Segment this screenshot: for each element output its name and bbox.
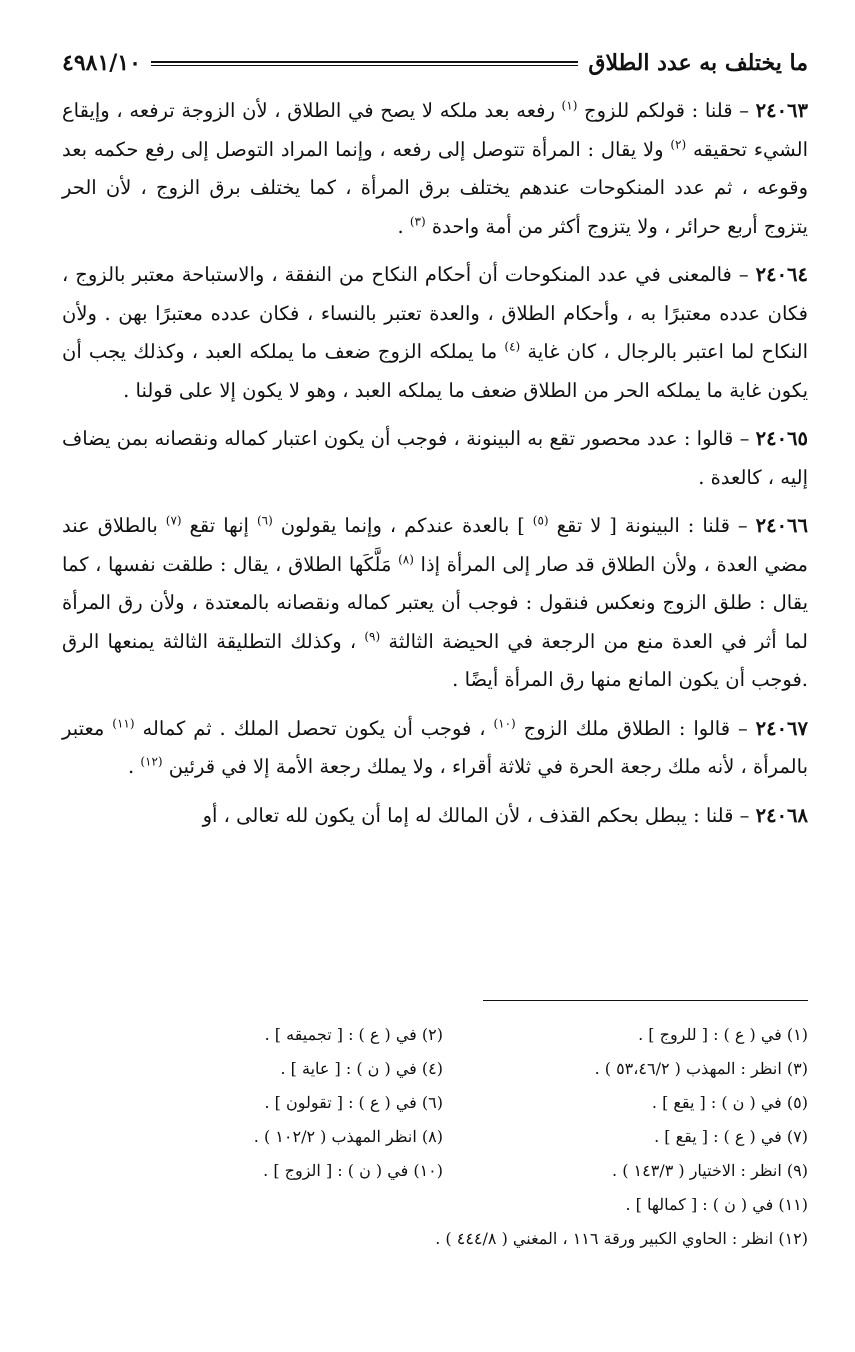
- running-header: [62, 40, 808, 86]
- paragraph: [62, 507, 808, 700]
- paragraph-text: بالطلاق عند مضي العدة ، ولأن الطلاق قد صار إلى المرأة إذا: [62, 514, 808, 576]
- issue-number: ٢٤٠٦٨: [755, 803, 808, 827]
- paragraph-text: – قالوا : عدد محصور تقع به البينونة ، فوجب أن يكون اعتبار كماله ونقصانه بمن يضاف إليه ، كالعدة .: [62, 427, 808, 489]
- footnote-ref: (٨): [398, 552, 414, 566]
- paragraph-text: – قلنا : قولكم للزوج: [577, 99, 756, 122]
- paragraph-text: – فالمعنى في عدد المنكوحات أن أحكام النكاح من النفقة ، والاستباحة معتبر بالزوج ، فكان عدده معتبرًا به ، وأحكام الطلاق ، والعدة تعتبر بالنساء ، فكان عدده معتبرًا بهن . ولأن النكاح لما اعتبر بالرجال ، كان غاية: [62, 263, 808, 363]
- book-page: [62, 40, 808, 1330]
- issue-number: ٢٤٠٦٥: [755, 427, 808, 450]
- issue-number: ٢٤٠٦٧: [755, 716, 808, 740]
- paragraph-text: معتبر بالمرأة ، لأنه ملك رجعة الحرة في ثلاثة أقراء ، ولا يملك رجعة الأمة إلا في قرئين: [62, 716, 808, 778]
- footnote-ref: (٣): [409, 214, 426, 228]
- paragraph: [62, 92, 808, 246]
- paragraph-text: – قالوا : الطلاق ملك الزوج: [515, 716, 756, 740]
- footnote: (١٠) في ( ن ) : [ الزوج ] .: [263, 1161, 443, 1180]
- footnote: (٤) في ( ن ) : [ عاية ] .: [280, 1059, 443, 1078]
- footnote: (٣) انظر : المهذب ( ٥٣،٤٦/٢ ) .: [594, 1059, 808, 1078]
- issue-number: ٢٤٠٦٣: [755, 99, 809, 122]
- paragraph: [62, 797, 808, 836]
- paragraph: [62, 710, 808, 787]
- footnote: (٧) في ( ع ) : [ يقع ] .: [654, 1127, 808, 1146]
- footnote-ref: (١٢): [140, 754, 163, 769]
- footnote: (٥) في ( ن ) : [ يقع ] .: [651, 1093, 808, 1112]
- paragraph-text: ما يملكه الزوج ضعف ما يملكه العبد ، وكذلك يجب أن يكون غاية ما يملكه الحر من الطلاق ضعف ما يملكه العبد ، وهو لا يكون إلا على قولنا .: [62, 340, 808, 402]
- paragraph-text: .: [127, 755, 141, 778]
- chapter-title: ما يختلف به عدد الطلاق: [588, 50, 808, 76]
- footnote: (١٢) انظر : الحاوي الكبير ورقة ١١٦ ، المغني ( ٤٤٤/٨ ) .: [435, 1229, 808, 1248]
- paragraph-text: ] بالعدة عندكم ، وإنما يقولون: [272, 514, 533, 537]
- paragraph: [62, 420, 808, 497]
- paragraph-text: .: [397, 214, 410, 238]
- footnote-ref: (٢): [670, 137, 687, 151]
- main-text: [62, 92, 808, 835]
- paragraph-text: مَلَّكَها الطلاق ، يقال : طلقت نفسها ، كما يقال : طلق الزوج ونعكس فنقول : فوجب أن يعتبر كماله ونقصانه بالمعتدة ، ولأن رق المرأة لما أثر في العدة منع من الرجعة في الحيضة الثالثة: [62, 552, 808, 653]
- footnote-divider: [483, 1000, 808, 1001]
- footnote: (٢) في ( ع ) : [ تجميقه ] .: [264, 1025, 443, 1044]
- footnote-ref: (٧): [165, 513, 182, 528]
- footnote-ref: (١١): [112, 716, 135, 730]
- footnotes: [62, 1018, 808, 1256]
- footnote: (٩) انظر : الاختيار ( ١٤٣/٣ ) .: [612, 1161, 808, 1180]
- paragraph-text: – قلنا : يبطل بحكم القذف ، لأن المالك له إما أن يكون لله تعالى ، أو: [202, 803, 756, 827]
- footnote: (٨) انظر المهذب ( ١٠٢/٢ ) .: [253, 1127, 443, 1146]
- footnote-ref: (١٠): [493, 716, 516, 730]
- paragraph-text: إنها تقع: [181, 514, 257, 537]
- footnote-ref: (٤): [504, 339, 521, 354]
- page-number: ٤٩٨١/١٠: [62, 50, 141, 76]
- footnote-ref: (٦): [256, 513, 273, 528]
- paragraph-text: – قلنا : البينونة [ لا تقع: [548, 514, 756, 537]
- paragraph-text: ولا يقال : المرأة تتوصل إلى رفعه ، وإنما المراد التوصل إلى رفع حكمه بعد وقوعه ، ثم عدد المنكوحات عندهم يختلف برق المرأة ، كما يختلف برق الزوج ، لأن الحر يتزوج أربع حرائر ، ولا يتزوج أكثر من أمة واحدة: [62, 137, 808, 238]
- paragraph-text: رفعه بعد ملكه لا يصح في الطلاق ، لأن الزوجة ترفعه ، وإيقاع الشيء تحقيقه: [62, 99, 808, 161]
- footnote: (٦) في ( ع ) : [ تقولون ] .: [264, 1093, 443, 1112]
- footnote: (١١) في ( ن ) : [ كمالها ] .: [625, 1195, 808, 1214]
- issue-number: ٢٤٠٦٦: [755, 514, 808, 537]
- footnote: (١) في ( ع ) : [ للروج ] .: [638, 1025, 808, 1044]
- paragraph: [62, 256, 808, 410]
- issue-number: ٢٤٠٦٤: [755, 263, 808, 286]
- header-rule: [151, 61, 578, 66]
- paragraph-text: ، وكذلك التطليقة الثالثة يمنعها الرق .فوجب أن يكون المانع منها رق المرأة أيضًا .: [62, 629, 808, 691]
- paragraph-text: ، فوجب أن يكون تحصل الملك . ثم كماله: [134, 716, 494, 740]
- footnote-ref: (٩): [364, 629, 381, 643]
- footnote-ref: (٥): [532, 513, 549, 528]
- footnote-ref: (١): [561, 98, 578, 113]
